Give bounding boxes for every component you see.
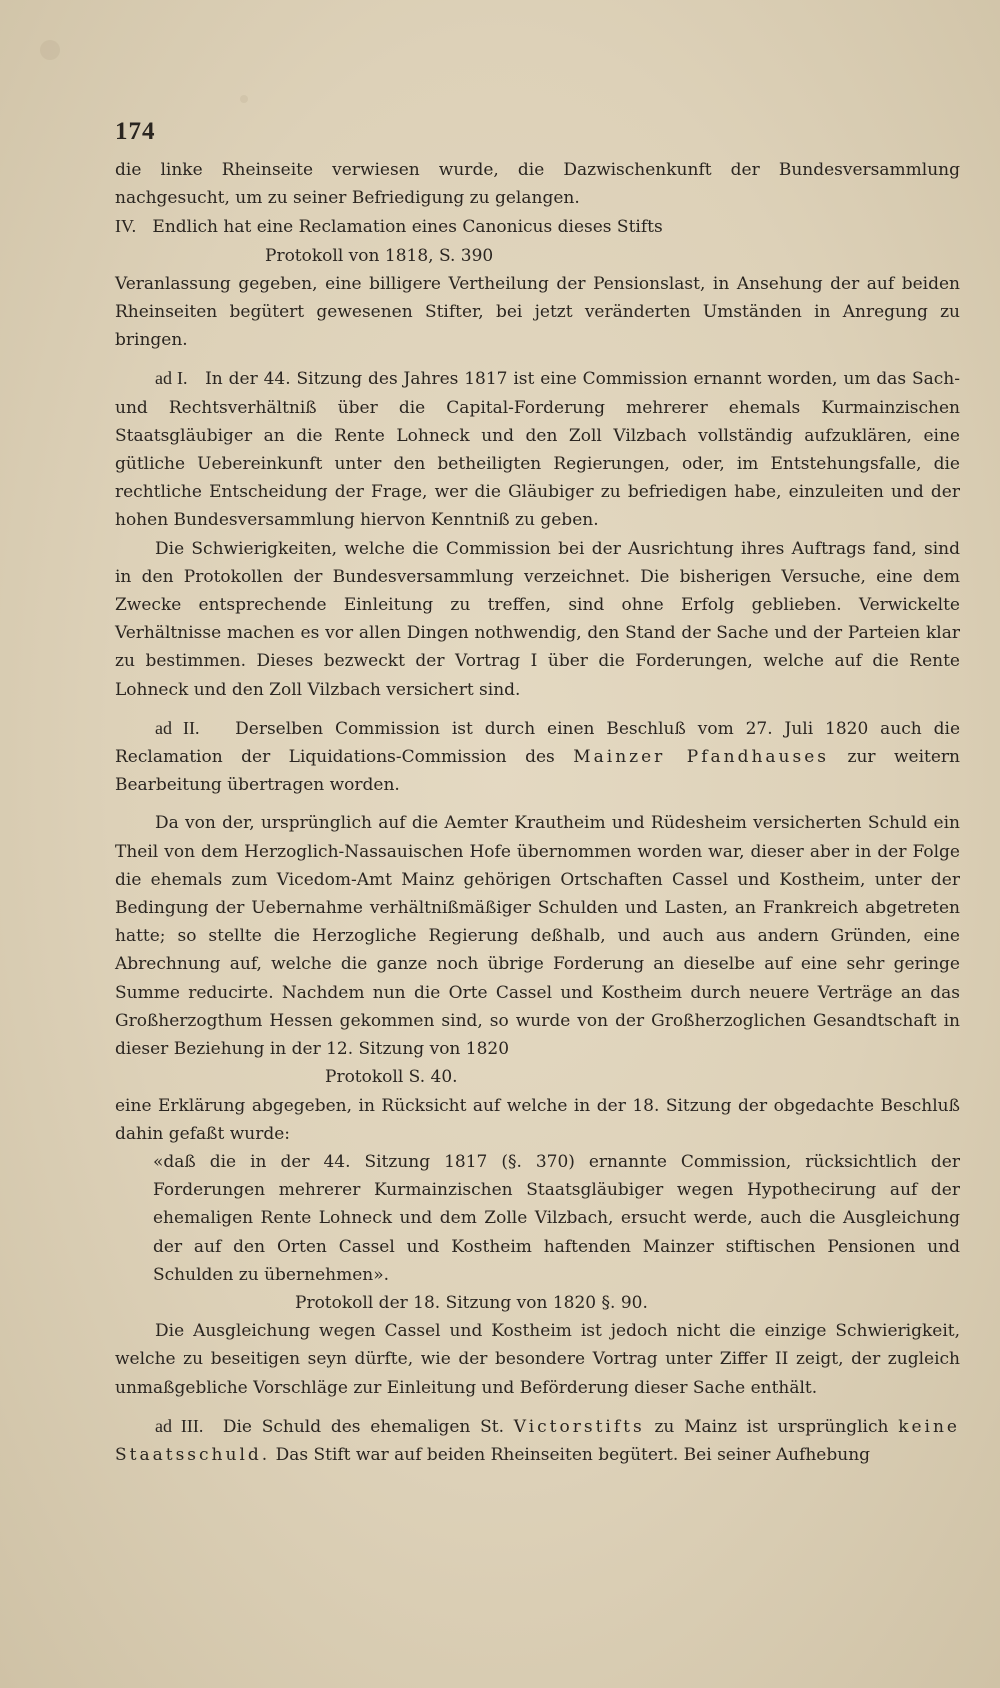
paragraph-ad-ii bbox=[115, 714, 960, 800]
paragraph-ad-ii-spaced: Mainzer Pfandhauses bbox=[573, 747, 830, 768]
paragraph-iv bbox=[115, 212, 960, 241]
paragraph-ad-iii-spaced-1: Victorstifts bbox=[513, 1416, 645, 1437]
paragraph-ad-iii bbox=[115, 1412, 960, 1469]
protocol-reference: Protokoll von 1818, S. 390 bbox=[265, 245, 494, 266]
paper-stain bbox=[240, 95, 248, 103]
section-label-iv: IV. bbox=[115, 216, 137, 237]
paragraph-ad-iii-spaced-2: keine Staatsschuld. bbox=[115, 1416, 960, 1465]
paragraph-ad-iii-text-c: Das Stift war auf beiden Rheinseiten begütert. Bei seiner Aufhebung bbox=[270, 1444, 871, 1465]
paragraph-iv-continued: Veranlassung gegeben, eine billigere Vertheilung der Pensionslast, in Ansehung der auf beiden Rheinseiten begütert gewesenen Stifter, bei jetzt veränderten Umständen in Anregung zu bringen. bbox=[115, 273, 960, 351]
paragraph-declaration: eine Erklärung abgegeben, in Rücksicht auf welche in der 18. Sitzung der obgedachte Beschluß dahin gefaßt wurde: bbox=[115, 1095, 960, 1144]
paragraph-iv-text: Endlich hat eine Reclamation eines Canonicus dieses Stifts bbox=[152, 217, 663, 238]
section-label-ad-ii: ad II. bbox=[155, 717, 200, 738]
section-label-ad-iii: ad III. bbox=[155, 1415, 204, 1436]
paper-stain bbox=[40, 40, 60, 60]
paragraph-debt: Da von der, ursprünglich auf die Aemter Krautheim und Rüdesheim versicherten Schuld ein Theil von dem Herzoglich-Nassauischen Hofe übernommen worden war, dieser aber in der Folge die ehemals zum Vicedom-Amt Mainz gehörigen Ortschaften Cassel und Kostheim, unter der Bedingung der Uebernahme verhältnißmäßiger Schulden und Lasten, an Frankreich abgetreten hatte; so stellte die Herzogliche Regierung deßhalb, und auch aus andern Gründen, eine Abrechnung auf, welche die ganze noch übrige Forderung an dieselbe auf eine sehr geringe Summe reducirte. Nachdem nun die Orte Cassel und Kostheim durch neuere Verträge an das Großherzogthum Hessen gekommen sind, so wurde von der Großherzoglichen Gesandtschaft in dieser Beziehung in der 12. Sitzung von 1820 bbox=[115, 813, 960, 1060]
protocol-reference: Protokoll S. 40. bbox=[325, 1067, 458, 1088]
paragraph-ad-i bbox=[115, 364, 960, 534]
protocol-reference: Protokoll der 18. Sitzung von 1820 §. 90. bbox=[295, 1292, 648, 1313]
paragraph-difficulties: Die Schwierigkeiten, welche die Commission bei der Ausrichtung ihres Auftrags fand, sind in den Protokollen der Bundesversammlung verzeichnet. Die bisherigen Versuche, eine dem Zwecke entsprechende Einleitung zu treffen, sind ohne Erfolg geblieben. Verwickelte Verhältnisse machen es vor allen Dingen nothwendig, den Stand der Sache und der Parteien klar zu bestimmen. Dieses bezweckt der Vortrag I über die Forderungen, welche auf die Rente Lohneck und den Zoll Vilzbach versichert sind. bbox=[115, 538, 960, 700]
paragraph-ad-ii-text-b: zur weitern Bearbeitung übertragen worden. bbox=[115, 747, 961, 796]
paragraph-ad-ii-text-a: Derselben Commission ist durch einen Beschluß vom 27. Juli 1820 auch die Reclamation der Liquidations-Commission des bbox=[115, 718, 960, 768]
paragraph-settlement: Die Ausgleichung wegen Cassel und Kostheim ist jedoch nicht die einzige Schwierigkeit, welche zu beseitigen seyn dürfte, wie der besondere Vortrag unter Ziffer II zeigt, der zugleich unmaßgebliche Vorschläge zur Einleitung und Beförderung dieser Sache enthält. bbox=[115, 1321, 960, 1398]
paragraph-ad-iii-text-a: Die Schuld des ehemaligen St. bbox=[222, 1416, 514, 1437]
paragraph-intro: die linke Rheinseite verwiesen wurde, die Dazwischenkunft der Bundesversammlung nachgesucht, um zu seiner Befriedigung zu gelangen. bbox=[115, 160, 960, 209]
quoted-resolution: «daß die in der 44. Sitzung 1817 (§. 370) ernannte Commission, rücksichtlich der Forderungen mehrerer Kurmainzischen Staatsgläubiger wegen Hypothecirung auf der ehemaligen Rente Lohneck und dem Zolle Vilzbach, ersucht werde, auch die Ausgleichung der auf den Orten Cassel und Kostheim haftenden Mainzer stiftischen Pensionen und Schulden zu übernehmen». bbox=[153, 1151, 960, 1285]
page-number: 174 bbox=[115, 118, 156, 145]
paragraph-ad-i-text: In der 44. Sitzung des Jahres 1817 ist eine Commission ernannt worden, um das Sach- und Rechtsverhältniß über die Capital-Forderung mehrerer ehemals Kurmainzischen Staatsgläubiger an die Rente Lohneck und den Zoll Vilzbach vollständig aufzuklären, eine gütliche Uebereinkunft unter den betheiligten Regierungen, oder, im Entstehungsfalle, die rechtliche Entscheidung der Frage, wer die Gläubiger zu befriedigen habe, einzuleiten und der hohen Bundesversammlung hiervon Kenntniß zu geben. bbox=[115, 369, 960, 531]
paragraph-ad-iii-text-b: zu Mainz ist ursprünglich bbox=[644, 1416, 899, 1437]
section-label-ad-i: ad I. bbox=[155, 368, 188, 389]
